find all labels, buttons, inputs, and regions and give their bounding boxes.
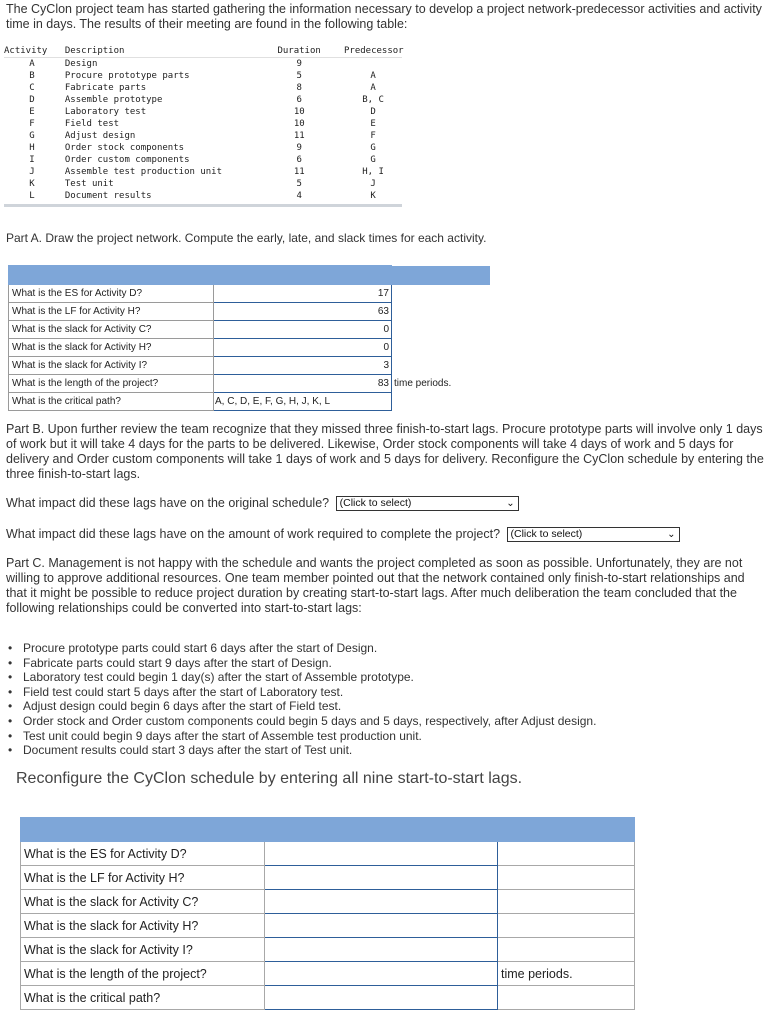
bullet-icon: • <box>8 713 13 728</box>
activity-row <box>4 82 402 94</box>
part-a-row <box>9 303 490 321</box>
part-b-question-2-label: What impact did these lags have on the amount of work required to complete the project? <box>6 527 501 541</box>
activity-predecessor: E <box>370 119 376 129</box>
part-a-question: What is the length of the project? <box>9 375 214 393</box>
part-c-answer-input[interactable] <box>265 866 498 890</box>
activity-description: Procure prototype parts <box>64 71 190 81</box>
part-c-unit-cell <box>498 890 635 914</box>
activity-predecessor: A <box>370 71 376 81</box>
activity-row <box>4 58 402 70</box>
part-a-row <box>9 375 490 393</box>
part-a-answer-input[interactable]: 3 <box>214 357 392 375</box>
activity-row <box>4 142 402 154</box>
part-a-question: What is the slack for Activity I? <box>9 357 214 375</box>
activity-duration: 6 <box>296 95 302 105</box>
part-b-text: Part B. Upon further review the team recognize that they missed three finish-to-start lags. Procure prototype parts will involve only 1 days of work but it will take 4 days for the parts to be delivered. Likewise, Order stock components will take 4 days of work and 5 days for delivery and Order custom components will take 1 days of work and 5 days for delivery. Reconfigure the CyClon schedule by entering the three finish-to-start lags. <box>6 422 764 481</box>
part-c-bullet-item <box>8 641 596 656</box>
part-a-answer-table <box>8 265 490 411</box>
part-c-row <box>21 890 635 914</box>
activity-row <box>4 130 402 142</box>
part-c-bullet-text: Fabricate parts could start 9 days after the start of Design. <box>23 655 332 670</box>
part-b-question-2 <box>6 527 680 542</box>
part-a-row <box>9 393 490 411</box>
activity-duration: 10 <box>293 119 305 129</box>
part-c-bullet-item <box>8 729 596 744</box>
activity-table-header <box>4 44 402 58</box>
activity-row <box>4 178 402 190</box>
activity-predecessor: G <box>370 155 376 165</box>
part-c-question: What is the ES for Activity D? <box>21 842 265 866</box>
activity-row <box>4 70 402 82</box>
activity-id: H <box>29 143 35 153</box>
part-a-answer-input[interactable]: A, C, D, E, F, G, H, J, K, L <box>214 393 392 411</box>
activity-id: A <box>29 59 35 69</box>
part-a-unit-cell <box>392 285 490 303</box>
activity-predecessor: J <box>370 179 376 189</box>
activity-id: G <box>29 131 35 141</box>
activity-description: Order stock components <box>64 143 185 153</box>
activity-row <box>4 166 402 178</box>
header-predecessor: Predecessor <box>344 46 404 56</box>
part-c-bullet-item <box>8 714 596 729</box>
part-c-answer-input[interactable] <box>265 938 498 962</box>
part-c-row <box>21 866 635 890</box>
part-c-question: What is the critical path? <box>21 986 265 1010</box>
part-b-select-2[interactable] <box>507 527 680 542</box>
part-c-answer-input[interactable] <box>265 890 498 914</box>
activity-row <box>4 190 402 202</box>
activity-description: Assemble test production unit <box>64 167 222 177</box>
activity-predecessor: H, I <box>362 167 384 177</box>
header-duration: Duration <box>277 46 321 56</box>
part-a-row <box>9 285 490 303</box>
activity-id: E <box>29 107 35 117</box>
part-a-answer-input[interactable]: 83 <box>214 375 392 393</box>
part-c-row <box>21 914 635 938</box>
header-description: Description <box>64 46 125 56</box>
activity-description: Order custom components <box>64 155 190 165</box>
activity-duration: 8 <box>296 83 302 93</box>
part-c-bullet-item <box>8 743 596 758</box>
part-a-question: What is the ES for Activity D? <box>9 285 214 303</box>
part-c-bullet-item <box>8 656 596 671</box>
activity-id: L <box>29 191 35 201</box>
activity-description: Test unit <box>64 179 114 189</box>
activity-id: K <box>29 179 35 189</box>
part-b-question-1-label: What impact did these lags have on the original schedule? <box>6 496 330 510</box>
part-c-question: What is the slack for Activity I? <box>21 938 265 962</box>
part-a-answer-input[interactable]: 63 <box>214 303 392 321</box>
bullet-icon: • <box>8 641 13 655</box>
part-c-bullet-item <box>8 670 596 685</box>
activity-id: J <box>29 167 35 177</box>
part-c-bullet-text: Document results could start 3 days after the start of Test unit. <box>23 743 353 758</box>
activity-id: C <box>29 83 35 93</box>
part-a-unit-cell <box>392 339 490 357</box>
bullet-icon: • <box>8 670 13 685</box>
bullet-icon: • <box>8 655 13 670</box>
part-c-reconfigure-heading: Reconfigure the CyClon schedule by entering all nine start-to-start lags. <box>16 770 523 787</box>
activity-predecessor: F <box>370 131 376 141</box>
part-c-bullet-text: Adjust design could begin 6 days after the start of Field test. <box>23 699 342 714</box>
part-b-select-1-value: (Click to select) <box>339 497 412 510</box>
part-b-question-1 <box>6 496 519 511</box>
activity-duration: 9 <box>296 143 302 153</box>
activity-predecessor: A <box>370 83 376 93</box>
part-c-answer-input[interactable] <box>265 986 498 1010</box>
part-a-question: What is the critical path? <box>9 393 214 411</box>
activity-id: B <box>29 71 35 81</box>
part-a-unit-cell <box>392 303 490 321</box>
part-c-bullet-text: Test unit could begin 9 days after the start of Assemble test production unit. <box>23 728 422 743</box>
part-a-row <box>9 339 490 357</box>
activity-duration: 11 <box>293 131 305 141</box>
part-c-text: Part C. Management is not happy with the schedule and wants the project completed as soon as possible. Unfortunately, they are not willing to approve additional resources. One team member pointed out that the network contained only finish-to-start relationships and that it might be possible to reduce project duration by creating start-to-start lags. After much deliberation the team concluded that the following relationships could be converted into start-to-start lags: <box>6 556 745 615</box>
activity-duration: 11 <box>293 167 305 177</box>
activity-duration: 10 <box>293 107 305 117</box>
activity-predecessor: K <box>370 191 376 201</box>
activity-description: Field test <box>64 119 120 129</box>
part-c-row <box>21 938 635 962</box>
bullet-icon: • <box>8 699 13 714</box>
part-a-answer-input[interactable]: 0 <box>214 339 392 357</box>
activity-id: I <box>29 155 35 165</box>
bullet-icon: • <box>8 743 13 758</box>
bullet-icon: • <box>8 728 13 743</box>
activity-description: Adjust design <box>64 131 136 141</box>
part-c-unit-cell <box>498 842 635 866</box>
part-a-unit-cell <box>392 393 490 411</box>
activity-duration: 9 <box>296 59 302 69</box>
part-c-bullet-text: Procure prototype parts could start 6 days after the start of Design. <box>23 641 378 655</box>
activity-description: Fabricate parts <box>64 83 147 93</box>
part-c-unit-cell <box>498 866 635 890</box>
part-a-header-bar <box>9 266 490 285</box>
activity-predecessor: B, C <box>362 95 384 105</box>
part-c-bullet-list <box>8 641 596 758</box>
activity-duration: 5 <box>296 71 302 81</box>
part-c-bullet-text: Field test could start 5 days after the start of Laboratory test. <box>23 684 344 699</box>
part-c-bullet-item <box>8 699 596 714</box>
part-c-row <box>21 842 635 866</box>
activity-row <box>4 94 402 106</box>
part-a-answer-input[interactable]: 0 <box>214 321 392 339</box>
activity-description: Design <box>64 59 98 69</box>
part-c-answer-input[interactable] <box>265 914 498 938</box>
activity-description: Assemble prototype <box>64 95 163 105</box>
activity-row <box>4 154 402 166</box>
part-c-question: What is the slack for Activity C? <box>21 890 265 914</box>
activity-duration: 5 <box>296 179 302 189</box>
part-a-question: What is the slack for Activity H? <box>9 339 214 357</box>
part-c-row <box>21 962 635 986</box>
part-c-answer-input[interactable] <box>265 842 498 866</box>
part-c-answer-table <box>20 817 635 1010</box>
part-b-select-2-value: (Click to select) <box>510 528 583 541</box>
part-a-unit-cell <box>392 321 490 339</box>
chevron-down-icon: ⌄ <box>667 529 676 541</box>
part-c-row <box>21 986 635 1010</box>
part-c-bullet-text: Order stock and Order custom components could begin 5 days and 5 days, respectively, after Adjust design. <box>23 713 597 728</box>
activity-table <box>4 44 402 207</box>
header-activity: Activity <box>4 46 48 56</box>
part-a-row <box>9 357 490 375</box>
activity-description: Laboratory test <box>64 107 147 117</box>
part-c-question: What is the length of the project? <box>21 962 265 986</box>
intro-text: The CyClon project team has started gathering the information necessary to develop a project network-predecessor activities and activity time in days. The results of their meeting are found in the following table: <box>6 2 762 31</box>
part-c-question: What is the LF for Activity H? <box>21 866 265 890</box>
activity-duration: 4 <box>296 191 302 201</box>
activity-id: F <box>29 119 35 129</box>
part-a-text: Part A. Draw the project network. Compute the early, late, and slack times for each activity. <box>6 231 487 245</box>
part-c-answer-input[interactable] <box>265 962 498 986</box>
activity-row <box>4 106 402 118</box>
activity-predecessor: G <box>370 143 376 153</box>
part-c-bullet-text: Laboratory test could begin 1 day(s) after the start of Assemble prototype. <box>23 670 414 685</box>
activity-predecessor: D <box>370 107 376 117</box>
part-a-question: What is the LF for Activity H? <box>9 303 214 321</box>
part-a-answer-input[interactable]: 17 <box>214 285 392 303</box>
chevron-down-icon: ⌄ <box>506 498 515 510</box>
part-a-unit-label: time periods. <box>394 378 452 389</box>
part-c-unit-cell <box>498 914 635 938</box>
part-c-question: What is the slack for Activity H? <box>21 914 265 938</box>
part-a-row <box>9 321 490 339</box>
part-b-select-1[interactable] <box>336 496 519 511</box>
part-a-unit-cell <box>392 357 490 375</box>
activity-duration: 6 <box>296 155 302 165</box>
part-c-unit-cell <box>498 986 635 1010</box>
activity-id: D <box>29 95 35 105</box>
part-c-unit-cell <box>498 938 635 962</box>
part-a-question: What is the slack for Activity C? <box>9 321 214 339</box>
activity-row <box>4 118 402 130</box>
activity-description: Document results <box>64 191 152 201</box>
bullet-icon: • <box>8 684 13 699</box>
activity-predecessor <box>344 58 402 70</box>
part-c-bullet-item <box>8 685 596 700</box>
part-c-header-bar <box>21 818 635 842</box>
part-c-unit-label: time periods. <box>498 962 635 986</box>
